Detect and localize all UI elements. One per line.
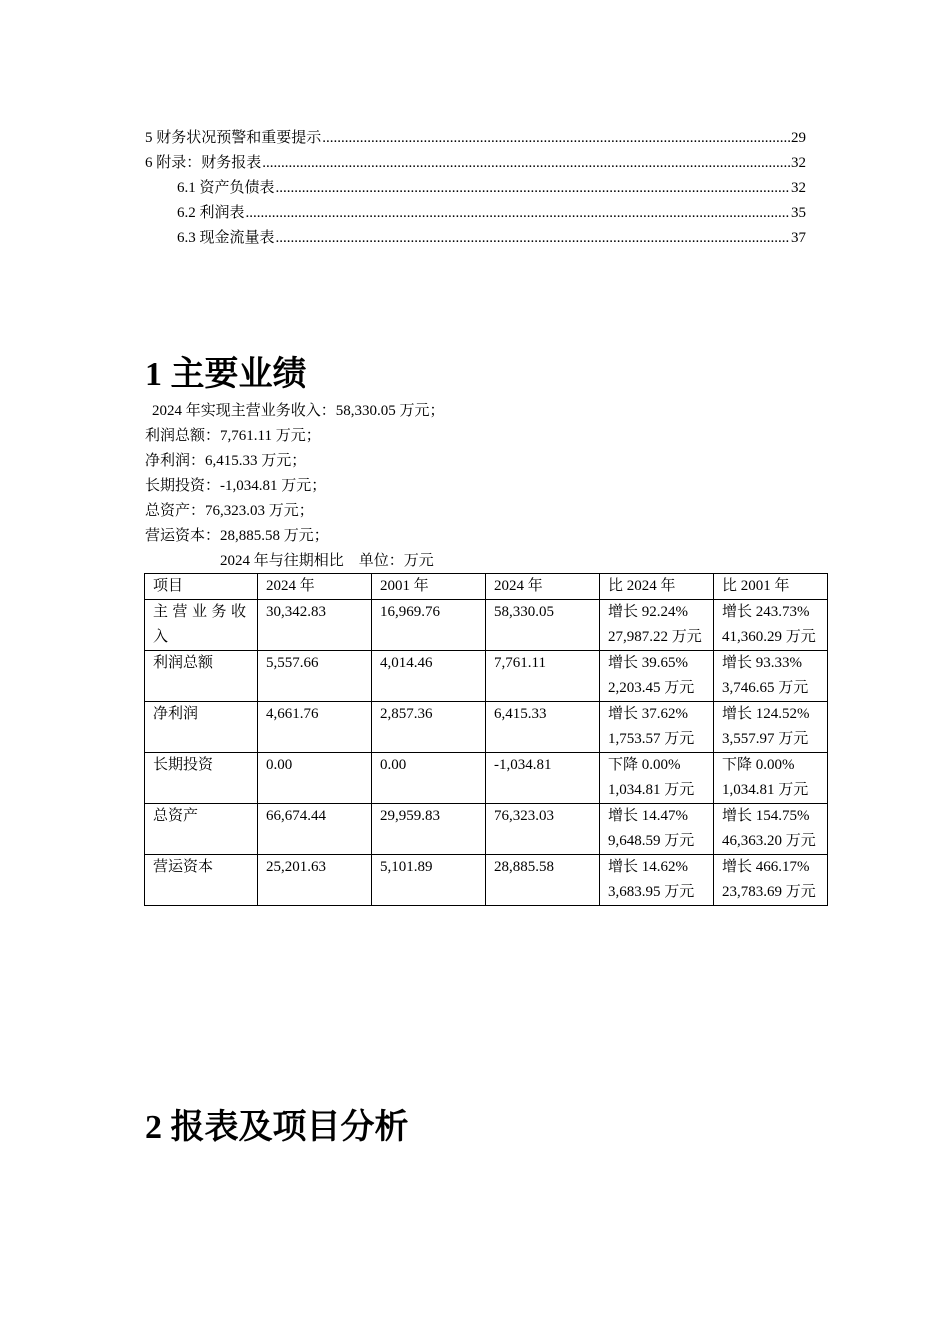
summary-line: 营运资本：28,885.58 万元； — [145, 528, 329, 544]
value-cell: 30,342.83 — [258, 600, 372, 651]
column-header: 比 2024 年 — [600, 574, 714, 600]
value-cell: 6,415.33 — [486, 702, 600, 753]
toc-entry[interactable] — [145, 126, 806, 151]
table-row — [145, 702, 828, 753]
section-heading-report-analysis: 2 报表及项目分析 — [145, 1109, 409, 1146]
performance-comparison-table — [144, 573, 828, 906]
toc-entry-page: 29 — [791, 130, 806, 146]
column-header: 项目 — [145, 574, 258, 600]
column-header: 2024 年 — [486, 574, 600, 600]
table-header-row — [145, 574, 828, 600]
comparison-cell — [714, 600, 828, 651]
table-caption: 2024 年与往期相比 单位：万元 — [220, 553, 434, 569]
value-cell: 7,761.11 — [486, 651, 600, 702]
value-cell: 66,674.44 — [258, 804, 372, 855]
value-cell: 0.00 — [372, 753, 486, 804]
column-header: 2024 年 — [258, 574, 372, 600]
comparison-amount: 23,783.69 万元 — [722, 884, 816, 900]
comparison-cell — [714, 855, 828, 906]
comparison-amount: 3,746.65 万元 — [722, 680, 809, 696]
value-cell: 5,557.66 — [258, 651, 372, 702]
row-item-name: 净利润 — [145, 702, 258, 753]
comparison-amount: 1,034.81 万元 — [608, 782, 695, 798]
comparison-change: 下降 0.00% — [608, 757, 681, 773]
comparison-cell — [600, 600, 714, 651]
row-item-text: 主营业务收入 — [153, 604, 249, 645]
value-cell: 76,323.03 — [486, 804, 600, 855]
comparison-cell — [600, 651, 714, 702]
toc-entry[interactable] — [145, 201, 806, 226]
table-row — [145, 651, 828, 702]
comparison-amount: 3,557.97 万元 — [722, 731, 809, 747]
comparison-change: 增长 92.24% — [608, 604, 688, 620]
comparison-amount: 2,203.45 万元 — [608, 680, 695, 696]
row-item-name — [145, 600, 258, 651]
table-of-contents — [145, 126, 806, 251]
comparison-change: 增长 124.52% — [722, 706, 810, 722]
comparison-change: 增长 39.65% — [608, 655, 688, 671]
toc-entry-page: 32 — [791, 155, 806, 171]
row-item-name: 长期投资 — [145, 753, 258, 804]
value-cell: -1,034.81 — [486, 753, 600, 804]
summary-line: 2024 年实现主营业务收入：58,330.05 万元； — [152, 403, 445, 419]
toc-entry-label: 6.1 资产负债表 — [177, 180, 275, 196]
toc-leader-dots — [262, 151, 790, 176]
comparison-change: 增长 93.33% — [722, 655, 802, 671]
value-cell: 25,201.63 — [258, 855, 372, 906]
comparison-cell — [600, 855, 714, 906]
summary-line: 净利润：6,415.33 万元； — [145, 453, 307, 469]
row-item-name: 营运资本 — [145, 855, 258, 906]
comparison-cell — [600, 753, 714, 804]
value-cell: 16,969.76 — [372, 600, 486, 651]
comparison-cell — [600, 804, 714, 855]
summary-line: 长期投资：-1,034.81 万元； — [145, 478, 327, 494]
value-cell: 4,661.76 — [258, 702, 372, 753]
comparison-cell — [714, 702, 828, 753]
value-cell: 29,959.83 — [372, 804, 486, 855]
comparison-change: 增长 37.62% — [608, 706, 688, 722]
summary-line: 总资产：76,323.03 万元； — [145, 503, 314, 519]
comparison-change: 增长 14.62% — [608, 859, 688, 875]
toc-entry[interactable] — [145, 151, 806, 176]
toc-entry-page: 35 — [791, 205, 806, 221]
comparison-amount: 46,363.20 万元 — [722, 833, 816, 849]
value-cell: 28,885.58 — [486, 855, 600, 906]
comparison-cell — [600, 702, 714, 753]
comparison-amount: 1,034.81 万元 — [722, 782, 809, 798]
toc-leader-dots — [322, 126, 790, 151]
table-row — [145, 855, 828, 906]
toc-entry-page: 37 — [791, 230, 806, 246]
section-heading-main-performance: 1 主要业绩 — [145, 356, 307, 393]
comparison-change: 增长 14.47% — [608, 808, 688, 824]
toc-entry-label: 6.2 利润表 — [177, 205, 245, 221]
comparison-change: 增长 154.75% — [722, 808, 810, 824]
row-item-name: 总资产 — [145, 804, 258, 855]
value-cell: 0.00 — [258, 753, 372, 804]
toc-entry-label: 6 附录：财务报表 — [145, 155, 262, 171]
comparison-cell — [714, 651, 828, 702]
comparison-cell — [714, 753, 828, 804]
comparison-amount: 3,683.95 万元 — [608, 884, 695, 900]
column-header: 比 2001 年 — [714, 574, 828, 600]
toc-entry[interactable] — [145, 226, 806, 251]
comparison-cell — [714, 804, 828, 855]
toc-entry[interactable] — [145, 176, 806, 201]
column-header: 2001 年 — [372, 574, 486, 600]
value-cell: 58,330.05 — [486, 600, 600, 651]
comparison-amount: 27,987.22 万元 — [608, 629, 702, 645]
comparison-change: 增长 243.73% — [722, 604, 810, 620]
comparison-change: 增长 466.17% — [722, 859, 810, 875]
performance-summary — [145, 399, 445, 549]
table-row — [145, 804, 828, 855]
comparison-amount: 1,753.57 万元 — [608, 731, 695, 747]
value-cell: 5,101.89 — [372, 855, 486, 906]
row-item-name: 利润总额 — [145, 651, 258, 702]
toc-entry-page: 32 — [791, 180, 806, 196]
comparison-amount: 41,360.29 万元 — [722, 629, 816, 645]
table-row — [145, 753, 828, 804]
table-row — [145, 600, 828, 651]
value-cell: 2,857.36 — [372, 702, 486, 753]
toc-leader-dots — [246, 201, 790, 226]
toc-leader-dots — [276, 226, 790, 251]
toc-entry-label: 6.3 现金流量表 — [177, 230, 275, 246]
comparison-change: 下降 0.00% — [722, 757, 795, 773]
toc-leader-dots — [276, 176, 790, 201]
toc-entry-label: 5 财务状况预警和重要提示 — [145, 130, 322, 146]
summary-line: 利润总额：7,761.11 万元； — [145, 428, 321, 444]
comparison-amount: 9,648.59 万元 — [608, 833, 695, 849]
value-cell: 4,014.46 — [372, 651, 486, 702]
